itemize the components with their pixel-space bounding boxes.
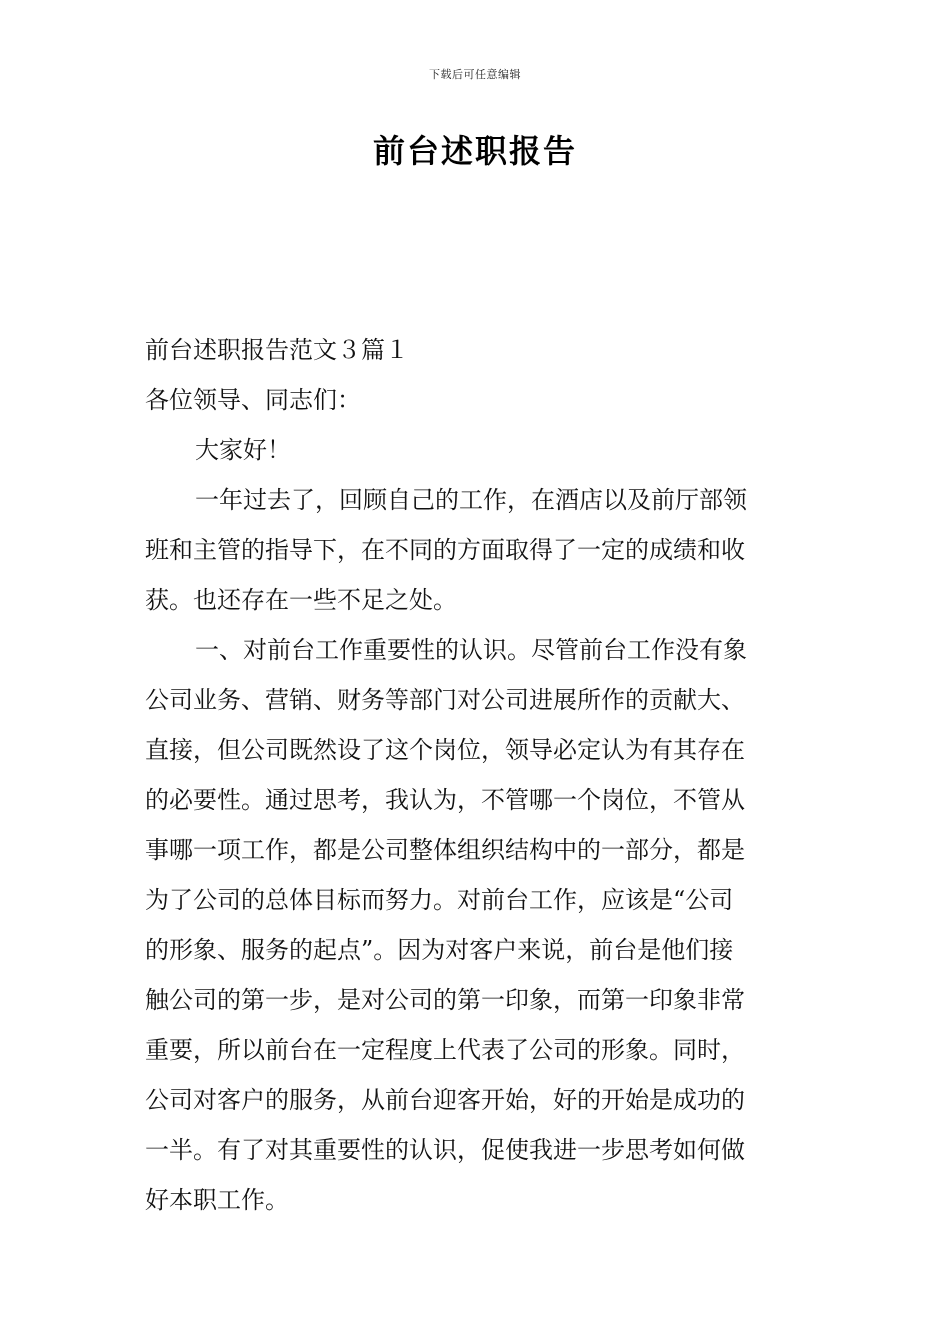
section-heading: 前台述职报告范文３篇１ <box>145 336 409 364</box>
paragraph-line: 公司业务、营销、财务等部门对公司进展所作的贡献大、 <box>145 686 745 714</box>
paragraph-line: 公司对客户的服务，从前台迎客开始，好的开始是成功的 <box>145 1086 745 1114</box>
paragraph-line: 为了公司的总体目标而努力。对前台工作，应该是“公司 <box>145 886 734 914</box>
paragraph-line: 班和主管的指导下，在不同的方面取得了一定的成绩和收 <box>145 536 745 564</box>
paragraph-line: 直接，但公司既然设了这个岗位，领导必定认为有其存在 <box>145 736 745 764</box>
paragraph-line: 一年过去了，回顾自己的工作，在酒店以及前厅部领 <box>195 486 747 514</box>
paragraph-line: 事哪一项工作，都是公司整体组织结构中的一部分，都是 <box>145 836 745 864</box>
paragraph-line: 一、对前台工作重要性的认识。尽管前台工作没有象 <box>195 636 747 664</box>
salutation: 各位领导、同志们： <box>145 386 361 414</box>
paragraph-line: 的形象、服务的起点”。因为对客户来说，前台是他们接 <box>145 936 734 964</box>
paragraph-line: 重要，所以前台在一定程度上代表了公司的形象。同时， <box>145 1036 745 1064</box>
document-body <box>145 325 807 1225</box>
document-title: 前台述职报告 <box>372 132 577 170</box>
paragraph-line: 的必要性。通过思考，我认为，不管哪一个岗位，不管从 <box>145 786 745 814</box>
paragraph-line: 获。也还存在一些不足之处。 <box>145 586 457 614</box>
paragraph-line: 触公司的第一步，是对公司的第一印象，而第一印象非常 <box>145 986 745 1014</box>
paragraph-line: 一半。有了对其重要性的认识，促使我进一步思考如何做 <box>145 1136 745 1164</box>
greeting: 大家好！ <box>195 436 291 464</box>
header-note: 下载后可任意编辑 <box>429 68 521 81</box>
paragraph-line: 好本职工作。 <box>145 1186 289 1214</box>
